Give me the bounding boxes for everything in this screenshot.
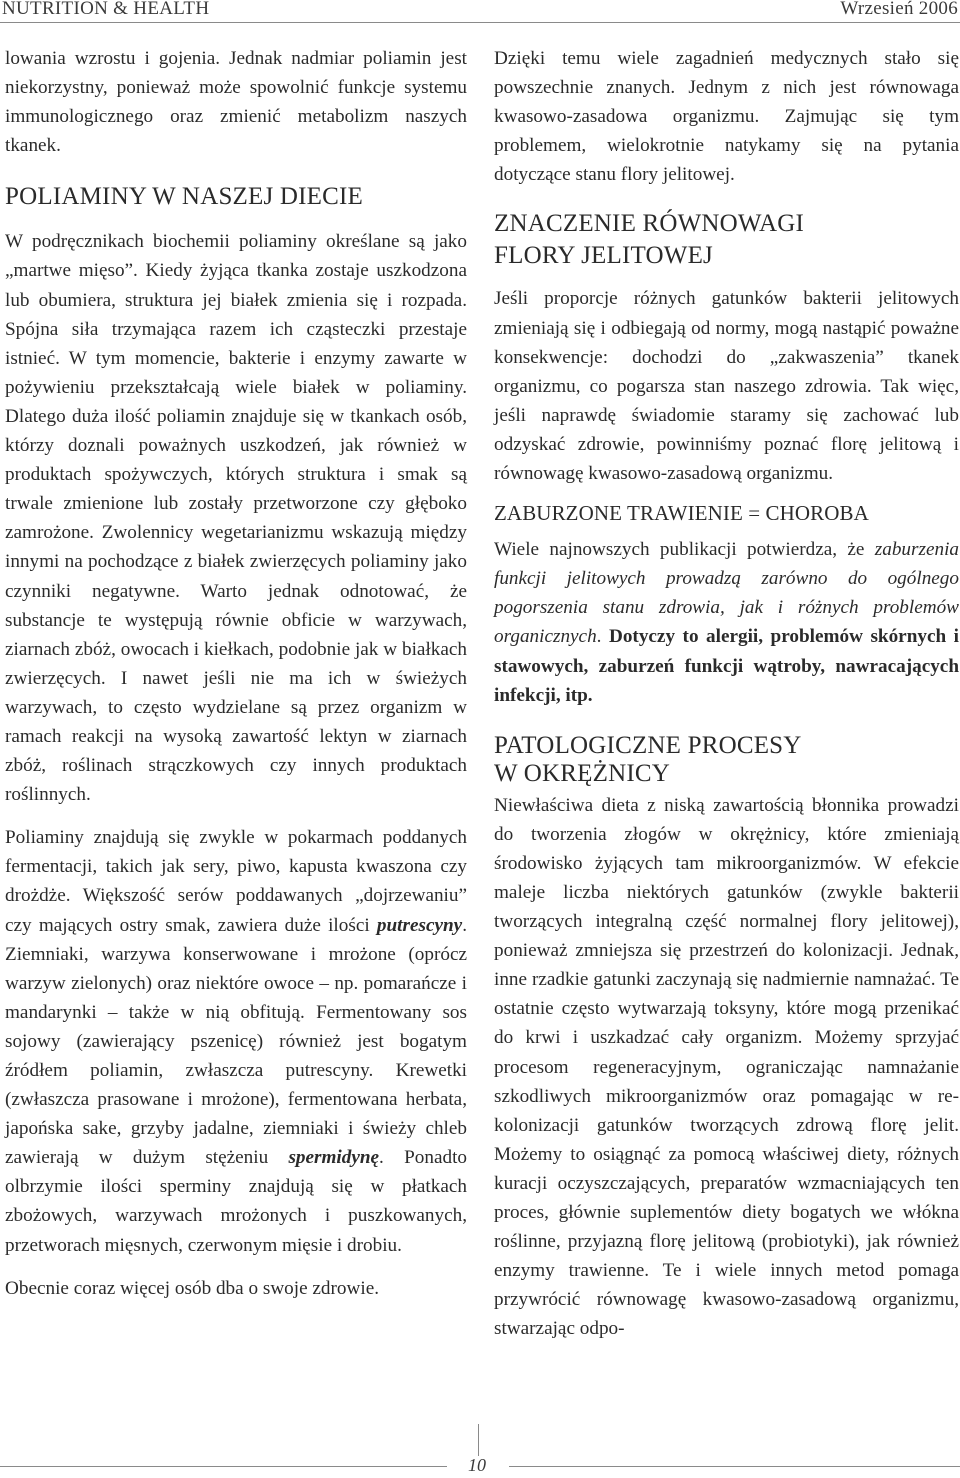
running-header xyxy=(0,0,960,23)
right-paragraph-2-bold: Dotyczy to alergii, problemów skórnych i stawowych, zaburzeń funkcji wątroby, nawracających infekcji, itp. xyxy=(494,626,959,706)
right-paragraph-2-italic: zaburzenia funkcji jelitowych prowadzą zarówno do ogólnego pogorszenia stanu zdrowia, jak i różnych problemów organicznych xyxy=(494,539,959,648)
section-heading-patologiczne-procesy xyxy=(494,732,959,788)
left-column xyxy=(5,44,467,1303)
right-paragraph-3: Niewłaściwa dieta z niską zawartością błonnika prowadzi do tworzenia złogów w okrężnicy, które zmieniają środowisko żyjących tam mikroorganizmów. W efekcie maleje liczba niektórych gatunków (zwykle bakterii tworzących integralną część normalnej flory jelitowej), ponieważ zmniejsza się przestrzeń do kolonizacji. Jednak, inne rzadkie gatunki zaczynają się nadmiernie namnażać. Te ostatnie często wytwarzają toksyny, które mogą przenikać do krwi i uszkadzać cały organizm. Możemy sprzyjać procesom regeneracyjnym, ograniczając namnażanie szkodliwych mikroorganizmów oraz pomagając w re-kolonizacji gatunków tworzących zdrową florę jelit. Możemy to osiągnąć za pomocą właściwej diety, różnych kuracji oczyszczających, preparatów wzmacniających ten proces, głównie suplementów diety bogatych we włókna roślinne, przyjazną florę jelitową (probiotyki), jak również enzymy trawienne. Te i wiele innych metod pomaga przywrócić równowagę kwasowo-zasadową organizmu, stwarzając odpo- xyxy=(494,794,959,1340)
left-paragraph-1: W podręcznikach biochemii poliaminy określane są jako „martwe mięso”. Kiedy żyjąca tkanka zostaje uszkodzona lub obumiera, struktura jej białek zmienia się i rozpada. Spójna siła trzymająca razem ich cząsteczki przestaje istnieć. W tym momencie, bakterie i enzymy zawarte w pożywieniu przekształcają wiele białek w poliaminy. Dlatego duża ilość poliamin znajduje się w tkankach osób, którzy doznali poważnych uszkodzeń, jak również w produktach spożywczych, których struktura i smak są trwale zmienione lub zostały przetworzone czy głęboko zamrożone. Zwolennicy wegetarianizmu wskazują między innymi na pochodzące z białek zwierzęcych poliaminy jako czynniki negatywne. Warto jednak odnotować, że substancje te występują równie obficie w warzywach, ziarnach zbóż, owocach i kiełkach, podobnie jak w białkach zwierzęcych. I nawet jeśli nie ma ich w świeżych warzywach, to często wydzielane są przez organizm w ramach reakcji na wysoką zawartość lektyn w ziarnach zbóż, roślinach strączkowych czy innych produktach roślinnych. xyxy=(5,231,467,806)
header-section-title: NUTRITION & HEALTH xyxy=(2,0,210,19)
left-paragraph-2-text-c: . Ponadto olbrzymie ilości sperminy znajdują się w płatkach zbożowych, warzywach mrożonych i puszkowanych, przetworach mięsnych, czerwonym mięsie i drobiu. xyxy=(5,1147,467,1256)
column-divider xyxy=(478,1424,479,1456)
section-heading-zaburzone-trawienie: ZABURZONE TRAWIENIE = CHOROBA xyxy=(494,501,869,526)
right-intro-paragraph: Dzięki temu wiele zagadnień medycznych stało się powszechnie znanych. Jednym z nich jest równowaga kwasowo-zasadowa organizmu. Zajmując się tym problemem, wielokrotnie natykamy się na pytania dotyczące stanu flory jelitowej. xyxy=(494,48,959,186)
page-number: 10 xyxy=(468,1455,486,1475)
left-paragraph-2-text-b: . Ziemniaki, warzywa konserwowane i mrożone (oprócz warzyw zielonych) oraz niektóre owoce – np. pomarańcze i mandarynki – także w nią obfitują. Fermentowany sos sojowy (zawierający pszenicę) również jest bogatym źródłem poliamin, zwłaszcza putrescyny. Krewetki (zwłaszcza prasowane i mrożone), fermentowana herbata, japońska sake, grzyby jadalne, ziemniaki i świeży chleb zawierają w dużym stężeniu xyxy=(5,914,467,1169)
right-paragraph-2 xyxy=(494,535,959,710)
right-column xyxy=(494,44,959,1343)
section-heading-rownowaga xyxy=(494,208,959,272)
right-paragraph-2-text-b: . xyxy=(596,626,609,648)
term-spermidyne: spermidynę xyxy=(288,1147,380,1169)
header-issue-date: Wrzesień 2006 xyxy=(840,0,958,19)
heading-line: FLORY JELITOWEJ xyxy=(494,242,713,270)
right-paragraph-2-text-a: Wiele najnowszych publikacji potwierdza, że xyxy=(494,539,875,561)
footer-rule-right xyxy=(509,1466,960,1467)
left-intro-paragraph: lowania wzrostu i gojenia. Jednak nadmiar poliamin jest niekorzystny, ponieważ może spowolnić funkcje systemu immunologicznego oraz zmienić metabolizm naszych tkanek. xyxy=(5,48,467,157)
term-putrescyny: putrescyny xyxy=(376,914,463,936)
left-paragraph-2-text-a: Poliaminy znajdują się zwykle w pokarmach poddanych fermentacji, takich jak sery, piwo, kapusta kwaszona czy drożdże. Większość serów poddawanych „dojrzewaniu” czy mających ostry smak, zawiera duże ilości xyxy=(5,827,467,936)
right-paragraph-1: Jeśli proporcje różnych gatunków bakterii jelitowych zmieniają się i odbiegają od normy, mogą nastąpić poważne konsekwencje: dochodzi do „zakwaszenia” tkanek organizmu, co pogarsza stan naszego zdrowia. Tak więc, jeśli naprawdę świadomie staramy się zachować lub odzyskać zdrowie, powinniśmy poznać florę jelitową i równowagę kwasowo-zasadową organizmu. xyxy=(494,288,959,485)
heading-line: ZNACZENIE RÓWNOWAGI xyxy=(494,210,804,238)
section-heading-poliaminy: POLIAMINY W NASZEJ DIECIE xyxy=(5,183,363,211)
left-paragraph-3: Obecnie coraz więcej osób dba o swoje zdrowie. xyxy=(5,1277,380,1299)
footer-rule-left xyxy=(0,1466,447,1467)
heading-line: W OKRĘŻNICY xyxy=(494,759,671,787)
heading-line: PATOLOGICZNE PROCESY xyxy=(494,731,802,759)
left-paragraph-2 xyxy=(5,823,467,1259)
